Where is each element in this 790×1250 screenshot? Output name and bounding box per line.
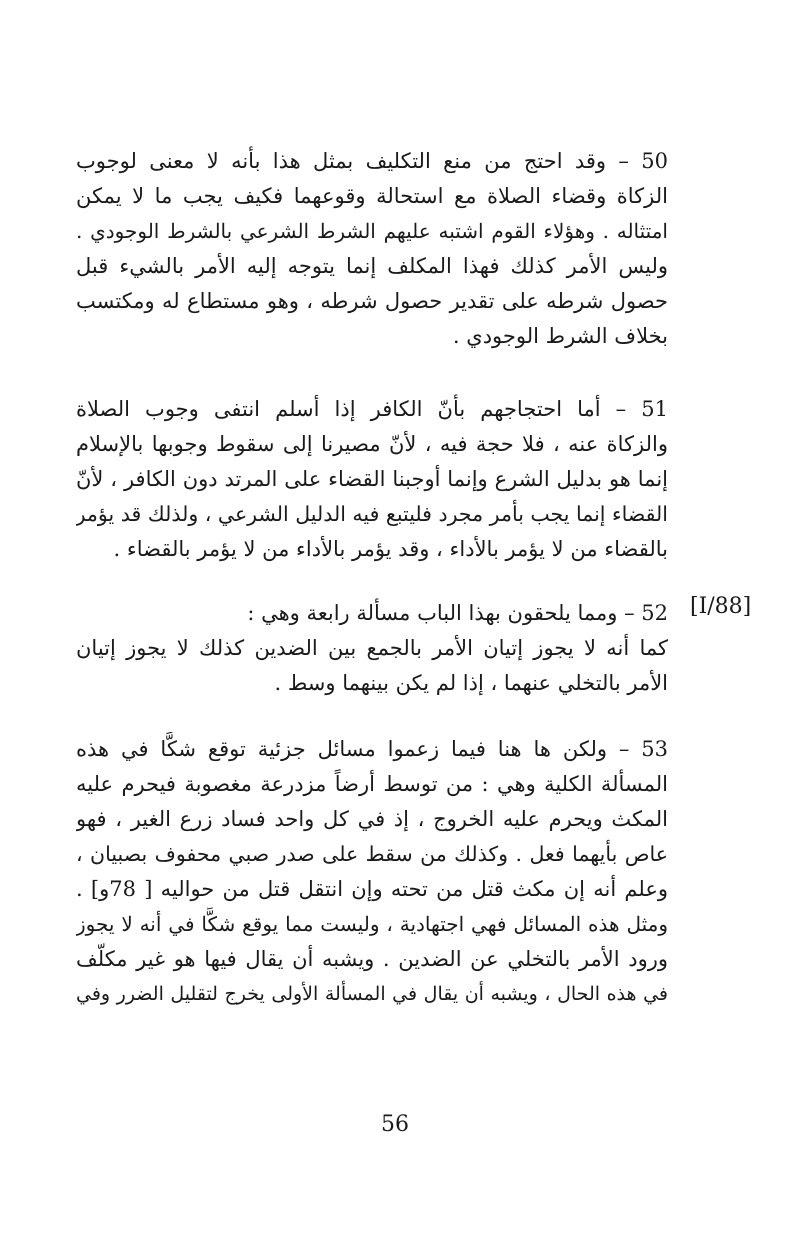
text-line: والزكاة عنه ، فلا حجة فيه ، لأنّ مصيرنا إلى سقوط وجوبها بالإسلام (76, 432, 668, 456)
page-number: 56 (381, 1112, 409, 1137)
text-line: الأمر بالتخلي عنهما ، إذا لم يكن بينهما وسط . (274, 671, 668, 695)
text-line: وعلم أنه إن مكث قتل من تحته وإن انتقل قتل من حواليه [ 78و] . (76, 877, 668, 901)
text-line: في هذه الحال ، ويشبه أن يقال في المسألة الأولى يخرج لتقليل الضرر وفي (76, 983, 668, 1005)
text-line: بخلاف الشرط الوجودي . (452, 324, 668, 348)
text-line: 53 – ولكن ها هنا فيما زعموا مسائل جزئية توقع شكًّا في هذه (76, 737, 668, 761)
text-line: القضاء إنما يجب بأمر مجرد فليتبع فيه الدليل الشرعي ، ولذلك قد يؤمر (76, 502, 668, 526)
text-line: ورود الأمر بالتخلي عن الضدين . ويشبه أن يقال فيها هو غير مكلّف (76, 947, 668, 971)
text-line: الزكاة وقضاء الصلاة مع استحالة وقوعهما فكيف يجب ما لا يمكن (76, 184, 668, 208)
text-line: وليس الأمر كذلك فهذا المكلف إنما يتوجه إليه الأمر بالشيء قبل (76, 254, 668, 278)
paragraph-53 (76, 732, 668, 1012)
paragraph-52 (76, 596, 668, 701)
text-line: بالقضاء من لا يؤمر بالأداء ، وقد يؤمر بالأداء من لا يؤمر بالقضاء . (113, 537, 668, 561)
text-line: ومثل هذه المسائل فهي اجتهادية ، وليست مما يوقع شكًّا في أنه لا يجوز (76, 912, 668, 936)
paragraph-50 (76, 144, 668, 354)
text-line: المسألة الكلية وهي : من توسط أرضاً مزدرعة مغصوبة فيحرم عليه (76, 772, 668, 796)
text-line: 52 – ومما يلحقون بهذا الباب مسألة رابعة وهي : (247, 601, 668, 625)
text-line: 50 – وقد احتج من منع التكليف بمثل هذا بأنه لا معنى لوجوب (76, 149, 668, 173)
text-line: كما أنه لا يجوز إتيان الأمر بالجمع بين الضدين كذلك لا يجوز إتيان (76, 636, 668, 660)
text-line: حصول شرطه على تقدير حصول شرطه ، وهو مستطاع له ومكتسب (76, 289, 668, 313)
text-line: عاص بأيهما فعل . وكذلك من سقط على صدر صبي محفوف بصبيان ، (76, 842, 668, 866)
text-line: المكث ويحرم عليه الخروج ، إذ في كل واحد فساد زرع الغير ، فهو (76, 807, 668, 831)
text-line: إنما هو بدليل الشرع وإنما أوجبنا القضاء على المرتد دون الكافر ، لأنّ (76, 467, 668, 491)
margin-page-reference: [I/88] (690, 594, 752, 619)
paragraph-51 (76, 392, 668, 567)
text-line: امتثاله . وهؤلاء القوم اشتبه عليهم الشرط الشرعي بالشرط الوجودي . (76, 219, 668, 243)
text-line: 51 – أما احتجاجهم بأنّ الكافر إذا أسلم انتفى وجوب الصلاة (76, 397, 668, 421)
